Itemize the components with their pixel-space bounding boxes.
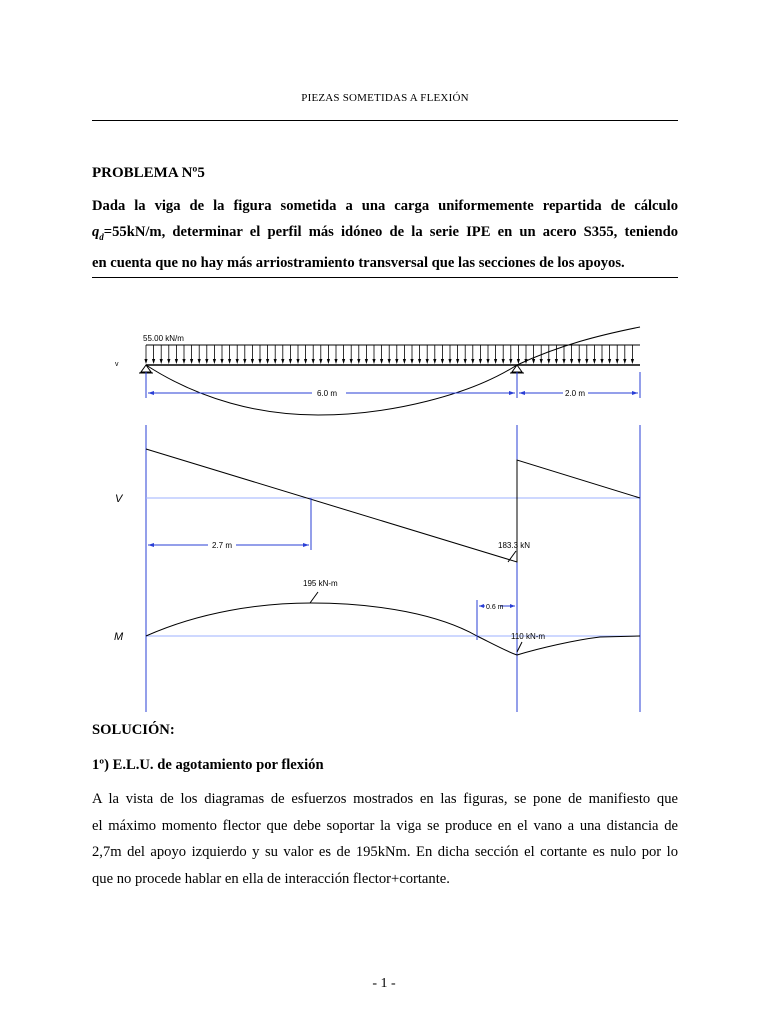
load-arrow-head xyxy=(448,359,451,364)
moment-diagram-line xyxy=(146,603,640,655)
load-arrow-head xyxy=(350,359,353,364)
load-arrow-head xyxy=(464,359,467,364)
load-arrow-head xyxy=(190,359,193,364)
load-arrow-head xyxy=(532,359,535,364)
load-arrow-head xyxy=(494,359,497,364)
load-arrow-head xyxy=(228,359,231,364)
load-arrow-head xyxy=(441,359,444,364)
page-header-title: PIEZAS SOMETIDAS A FLEXIÓN xyxy=(301,92,469,104)
header-rule xyxy=(92,120,678,121)
load-arrow-head xyxy=(243,359,246,364)
left-support xyxy=(139,365,153,373)
load-arrow-head xyxy=(486,359,489,364)
overhang-label: 2.0 m xyxy=(565,389,586,398)
solution-paragraph xyxy=(92,786,678,892)
load-arrow-head xyxy=(334,359,337,364)
shear-min-label: 183.3 kN xyxy=(498,541,531,550)
load-arrow-head xyxy=(631,359,634,364)
page-number: - 1 - xyxy=(372,976,396,991)
load-arrow-head xyxy=(547,359,550,364)
load-arrow-head xyxy=(456,359,459,364)
load-arrow-head xyxy=(357,359,360,364)
right-support xyxy=(510,365,524,373)
problem-title: PROBLEMA Nº5 xyxy=(92,165,205,181)
load-arrow-head xyxy=(433,359,436,364)
load-arrow-head xyxy=(570,359,573,364)
load-arrow-head xyxy=(213,359,216,364)
load-arrow-head xyxy=(471,359,474,364)
load-arrow-head xyxy=(418,359,421,364)
load-arrow-head xyxy=(365,359,368,364)
load-arrow-head xyxy=(578,359,581,364)
load-arrow-head xyxy=(167,359,170,364)
beam-diagrams-figure xyxy=(92,280,678,718)
support-moment-label: 110 kN-m xyxy=(511,632,546,641)
load-arrow-head xyxy=(319,359,322,364)
max-moment-label: 195 kN-m xyxy=(303,579,338,588)
load-arrow-head xyxy=(304,359,307,364)
load-arrow-head xyxy=(593,359,596,364)
distributed-load xyxy=(144,345,640,364)
max-moment-leader xyxy=(310,592,318,603)
load-arrow-head xyxy=(205,359,208,364)
load-arrow-head xyxy=(327,359,330,364)
load-arrow-head xyxy=(380,359,383,364)
load-arrow-head xyxy=(220,359,223,364)
deflected-shape xyxy=(146,327,640,415)
load-arrow-head xyxy=(403,359,406,364)
shear-symbol: V xyxy=(115,493,123,505)
load-arrow-head xyxy=(182,359,185,364)
load-arrow-head xyxy=(274,359,277,364)
load-arrow-head xyxy=(236,359,239,364)
load-arrow-head xyxy=(258,359,261,364)
moment-symbol: M xyxy=(114,631,124,643)
support-label: v xyxy=(115,361,119,368)
statement-line-1: Dada la viga de la figura sometida a una carga uniformemente repartida de cálculo xyxy=(92,198,678,214)
paragraph-line-1: A la vista de los diagramas de esfuerzos mostrados en las figuras, se pone de manifiesto que xyxy=(92,791,678,807)
statement-rule xyxy=(92,277,678,278)
load-arrow-head xyxy=(152,359,155,364)
load-arrow-head xyxy=(540,359,543,364)
load-arrow-head xyxy=(342,359,345,364)
statement-line-3: en cuenta que no hay más arriostramiento transversal que las secciones de los apoyos. xyxy=(92,254,625,271)
section1-title: 1º) E.L.U. de agotamiento por flexión xyxy=(92,757,324,773)
load-arrow-head xyxy=(289,359,292,364)
load-arrow-head xyxy=(555,359,558,364)
load-arrow-head xyxy=(616,359,619,364)
load-arrow-head xyxy=(144,359,147,364)
load-arrow-head xyxy=(502,359,505,364)
load-arrow-head xyxy=(296,359,299,364)
solution-title: SOLUCIÓN: xyxy=(92,722,175,738)
q-symbol: $q_d$ xyxy=(92,224,104,242)
load-arrow-head xyxy=(388,359,391,364)
paragraph-line-4: que no procede hablar en ella de interacción flector+cortante. xyxy=(92,870,450,887)
load-label: 55.00 kN/m xyxy=(143,334,184,343)
load-arrow-head xyxy=(395,359,398,364)
load-arrow-head xyxy=(608,359,611,364)
load-arrow-head xyxy=(426,359,429,364)
load-arrow-head xyxy=(479,359,482,364)
load-arrow-head xyxy=(585,359,588,364)
load-arrow-head xyxy=(251,359,254,364)
load-arrow-head xyxy=(517,359,520,364)
paragraph-line-3: 2,7m del apoyo izquierdo y su valor es de 195kNm. En dicha sección el cortante es nulo por lo xyxy=(92,844,678,860)
load-arrow-head xyxy=(623,359,626,364)
load-arrow-head xyxy=(509,359,512,364)
zero-shear-distance-label: 2.7 m xyxy=(212,541,233,550)
load-arrow-head xyxy=(410,359,413,364)
load-arrow-head xyxy=(160,359,163,364)
load-arrow-head xyxy=(281,359,284,364)
paragraph-line-2: el máximo momento flector que debe soportar la viga se produce en el vano a una distancia de xyxy=(92,817,678,834)
load-arrow-head xyxy=(198,359,201,364)
load-arrow-head xyxy=(562,359,565,364)
zero-moment-distance-label: 0.6 m xyxy=(486,604,504,611)
load-arrow-head xyxy=(312,359,315,364)
support-moment-leader xyxy=(517,642,522,652)
load-arrow-head xyxy=(600,359,603,364)
problem-statement xyxy=(92,193,678,276)
statement-line-2: $q_d=55kN/m$, determinar el perfil más idóneo de la serie IPE en un acero S355, teniendo xyxy=(92,224,678,242)
span-label: 6.0 m xyxy=(317,389,338,398)
load-arrow-head xyxy=(372,359,375,364)
load-arrow-head xyxy=(266,359,269,364)
load-arrow-head xyxy=(175,359,178,364)
